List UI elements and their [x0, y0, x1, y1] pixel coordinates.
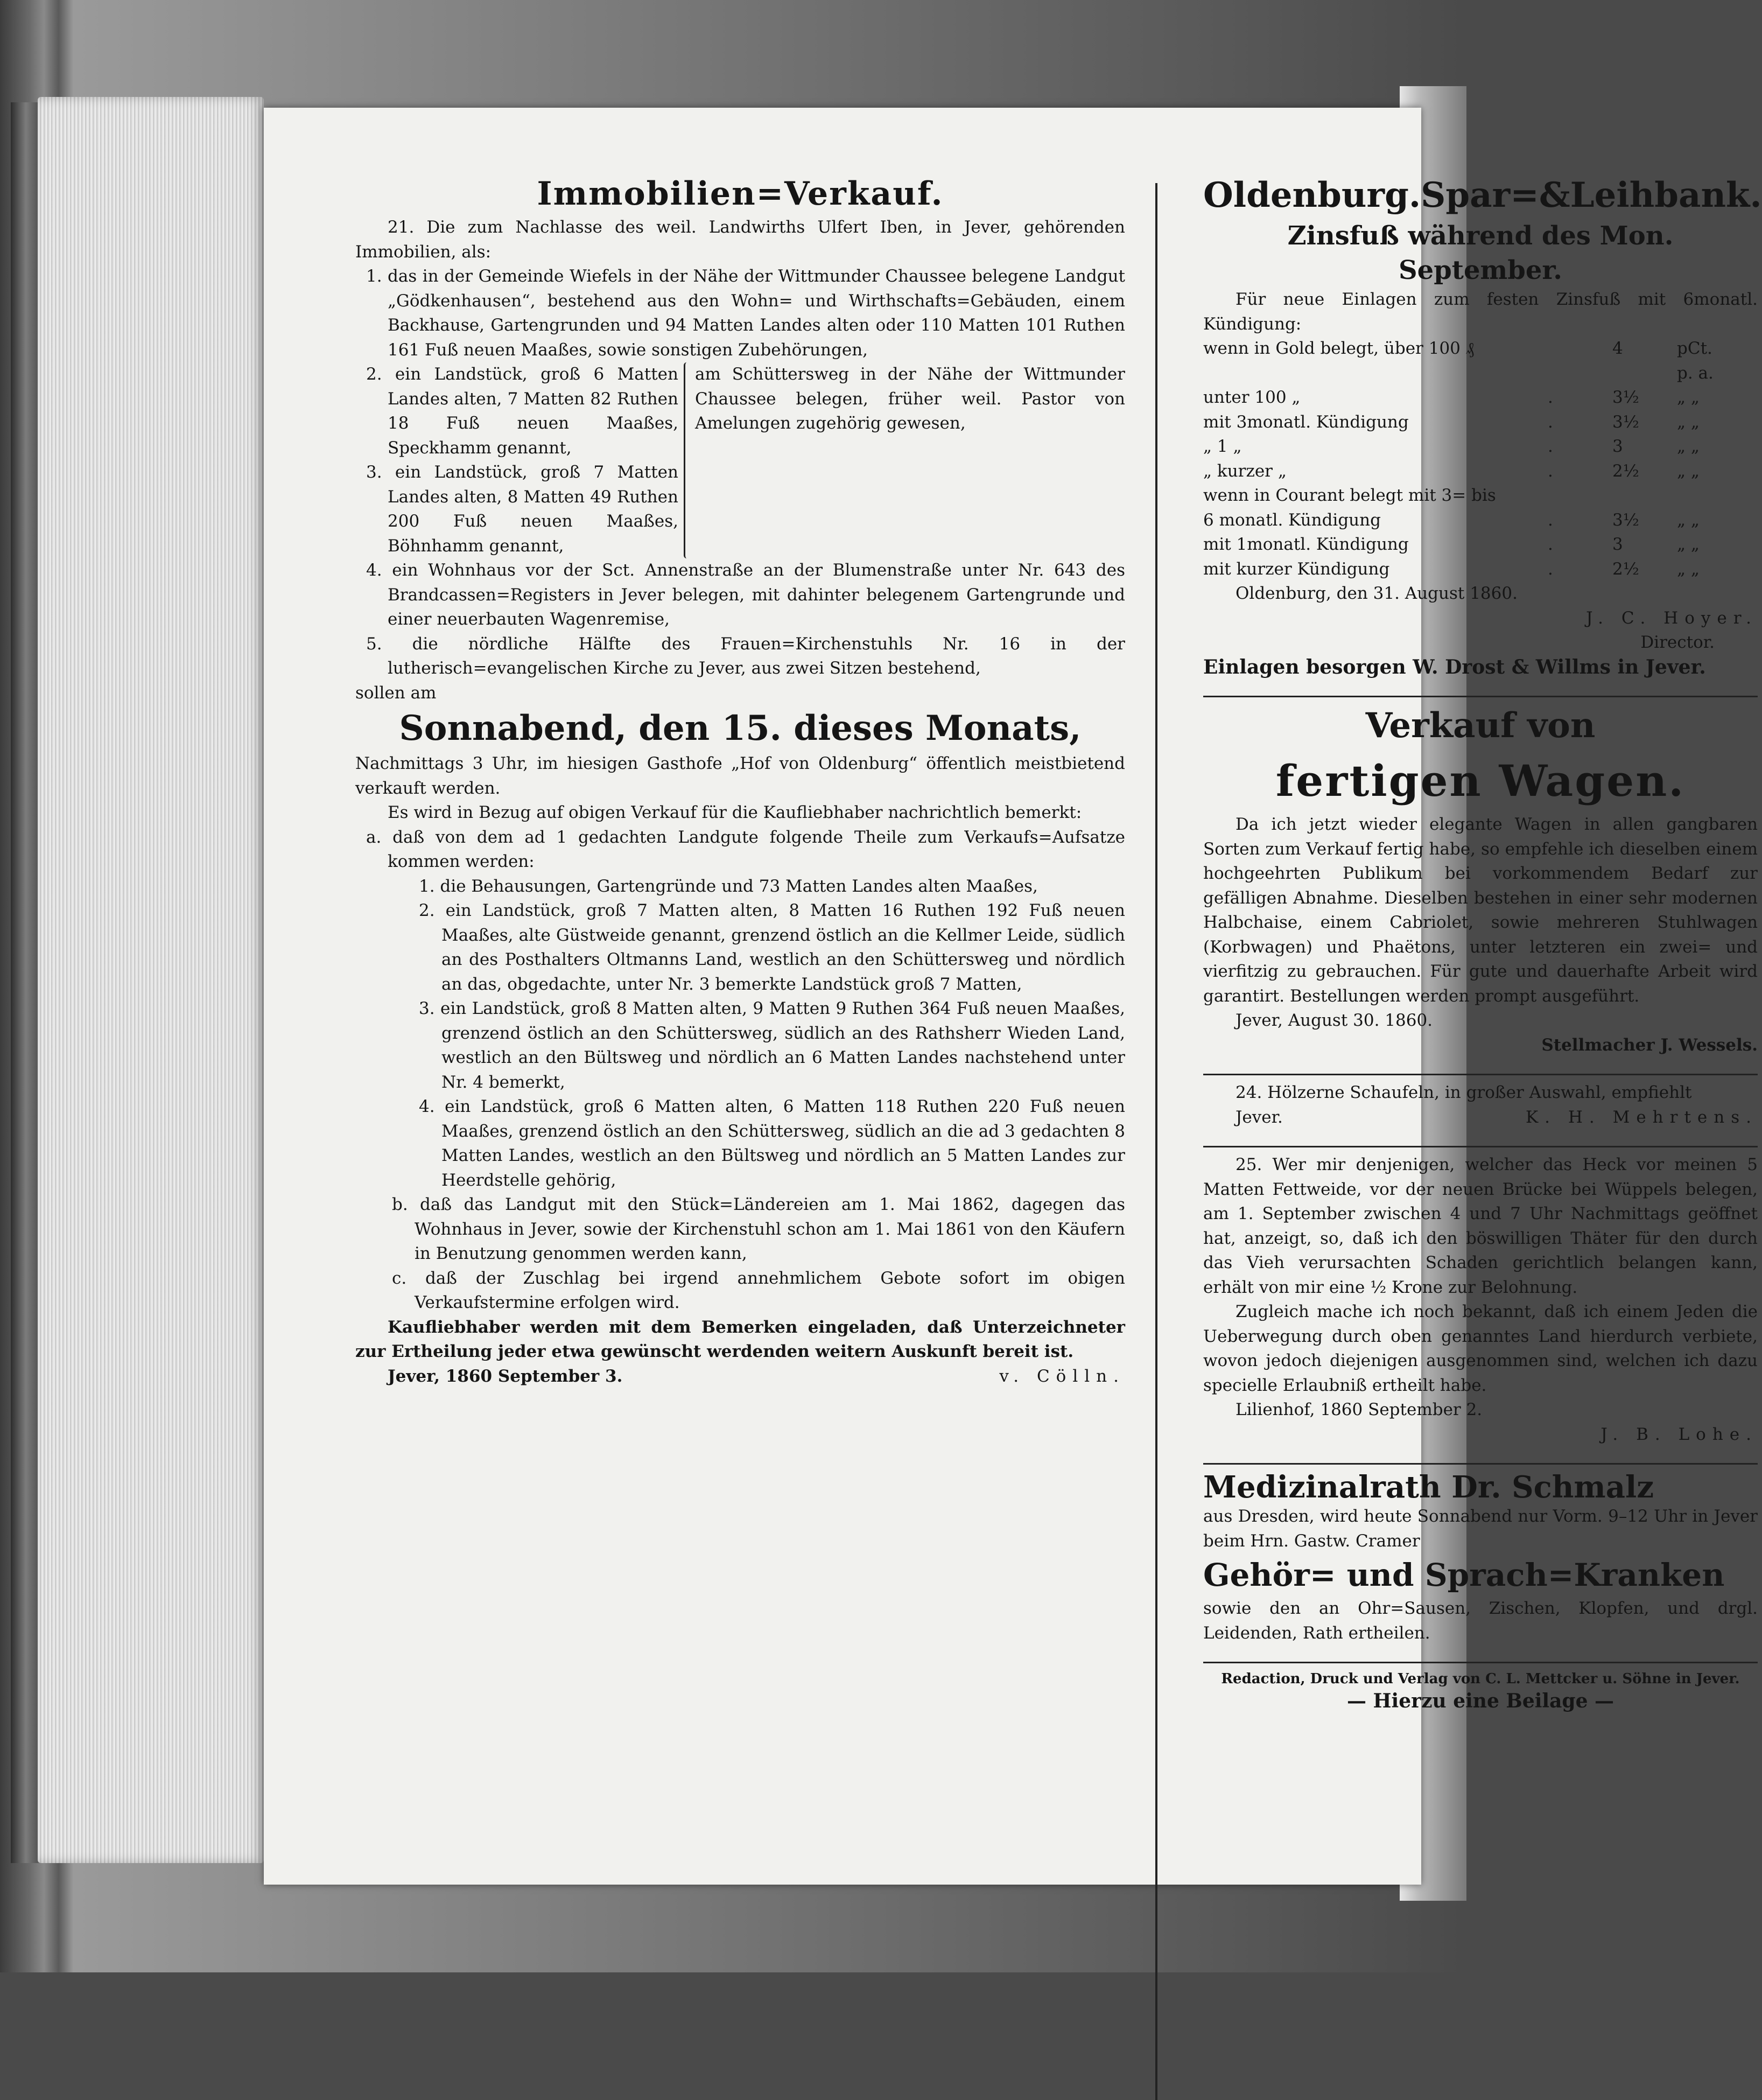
rate-label: mit kurzer Kündigung — [1203, 559, 1390, 579]
rate-unit: „ „ — [1677, 559, 1700, 579]
rate-dot: . — [1548, 535, 1553, 554]
immobilien-heading: Immobilien=Verkauf. — [537, 175, 944, 213]
rate-value: 2½ — [1612, 461, 1639, 481]
rate-value: 3 — [1612, 437, 1623, 456]
med-big: Gehör= und Sprach=Kranken — [1203, 1557, 1725, 1593]
rate-dot — [1548, 484, 1612, 508]
notice-24-place: Jever. — [1235, 1107, 1283, 1127]
intro-text: 21. Die zum Nachlasse des weil. Landwirths Ulfert Iben, in Jever, gehörenden Immobilien, als: — [355, 218, 1125, 262]
note-text: Es wird in Bezug auf obigen Verkauf für die Kaufliebhaber nachrichtlich bemerkt: — [388, 803, 1082, 822]
brace-group — [355, 362, 1125, 558]
beilage-note: — Hierzu eine Beilage — — [1346, 1690, 1614, 1712]
list-item: 2. ein Landstück, groß 6 Matten Landes alten, 7 Matten 82 Ruthen 18 Fuß neuen Maaßes, Speckhamm genannt, — [366, 365, 678, 458]
rate-label: mit 1monatl. Kündigung — [1203, 535, 1409, 554]
rate-value: 3 — [1612, 535, 1623, 554]
brace-text: am Schüttersweg in der Nähe der Wittmunder Chaussee belegen, früher weil. Pastor von Amelungen zugehörig gewesen, — [695, 365, 1125, 433]
notice-25-cont: Zugleich mache ich noch bekannt, daß ich einem Jeden die Ueberwegung durch oben genanntes Land hierdurch verbiete, wovon jedoch diejenigen ausgenommen sind, welchen ich dazu specielle Erlaubniß ertheilt habe. — [1203, 1302, 1758, 1395]
rate-dot: . — [1548, 437, 1553, 456]
rate-unit: „ „ — [1677, 388, 1700, 407]
bank-signer: J. C. Hoyer. — [1586, 608, 1758, 628]
wagen-text: Da ich jetzt wieder elegante Wagen in allen gangbaren Sorten zum Verkauf fertig habe, so empfehle ich dieselben einem hochgeehrten Publikum bei vorkommendem Bedarf zur gefälligen Abnahme. Dieselben bestehen in einer sehr modernen Halbchaise, einem Cabriolet, sowie mehreren Stuhlwagen (Korbwagen) und Phaëtons, unter letzteren ein zwei= und vierfitzig zu gebrauchen. Für gute und dauerhafte Arbeit wird garantirt. Bestellungen werden prompt ausgeführt. — [1203, 815, 1758, 1006]
divider — [1203, 1662, 1758, 1663]
rate-unit: „ „ — [1677, 510, 1700, 530]
rate-unit: pCt. p. a. — [1677, 339, 1714, 383]
verkauf-heading: Verkauf von — [1365, 705, 1596, 746]
wagen-signer: Stellmacher J. Wessels. — [1541, 1035, 1758, 1055]
med-title: Medizinalrath Dr. Schmalz — [1203, 1469, 1654, 1505]
rate-dot: . — [1548, 388, 1553, 407]
list-item: 2. ein Landstück, groß 7 Matten alten, 8 Matten 16 Ruthen 192 Fuß neuen Maaßes, alte Güstweide genannt, grenzend östlich an die Kellmer Leide, südlich an des Posthalters Oltmanns Land, westlich an den Schüttersweg und nördlich an das, obgedachte, unter Nr. 3 bemerkte Landstück groß 7 Matten, — [419, 901, 1125, 994]
rate-unit: „ „ — [1677, 412, 1700, 432]
list-item: 4. ein Wohnhaus vor der Sct. Annenstraße an der Blumenstraße unter Nr. 643 des Brandcassen=Registers in Jever belegen, mit dahinter belegenem Gartengrunde und einer neuerbauten Wagenremise, — [366, 561, 1125, 629]
rate-dot — [1548, 337, 1612, 386]
time-place-text: Nachmittags 3 Uhr, im hiesigen Gasthofe „Hof von Oldenburg“ öffentlich meistbietend verkauft werden. — [355, 754, 1125, 798]
notice-25-date: Lilienhof, 1860 September 2. — [1235, 1400, 1483, 1419]
notice-25: 25. Wer mir denjenigen, welcher das Heck vor meinen 5 Matten Fettweide, vor der neuen Brücke bei Wüppels belegen, am 1. September zwischen 4 und 7 Uhr Nachmittags geöffnet hat, anzeigt, so, daß ich den böswilligen Thäter für den durch das Vieh verursachten Schaden gerichtlich belangen kann, erhält von mir eine ½ Krone zur Belohnung. — [1203, 1155, 1758, 1297]
imprint: Redaction, Druck und Verlag von C. L. Mettcker u. Söhne in Jever. — [1221, 1671, 1740, 1687]
rate-label: unter 100 „ — [1203, 388, 1301, 407]
list-item: 5. die nördliche Hälfte des Frauen=Kirchenstuhls Nr. 16 in der lutherisch=evangelischen Kirche zu Jever, aus zwei Sitzen bestehend, — [366, 634, 1125, 678]
med-text: aus Dresden, wird heute Sonnabend nur Vorm. 9–12 Uhr in Jever beim Hrn. Gastw. Cramer — [1203, 1507, 1758, 1551]
rate-dot: . — [1548, 510, 1553, 530]
list-item: 4. ein Landstück, groß 6 Matten alten, 6 Matten 118 Ruthen 220 Fuß neuen Maaßes, grenzend östlich an den Schüttersweg, südlich an die ad 3 gedachten 8 Matten Landes, westlich an den Bültsweg und nördlich an 5 Matten Landes zur Heerdstelle gehörig, — [419, 1097, 1125, 1190]
list-item: 1. das in der Gemeinde Wiefels in der Nähe der Wittmunder Chaussee belegene Landgut „Gödkenhausen“, bestehend aus den Wohn= und Wirthschafts=Gebäuden, einem Backhause, Gartengrunden und 94 Matten Landes alten oder 110 Matten 101 Ruthen 161 Fuß neuen Maaßes, sowie sonstigen Zubehörungen, — [366, 267, 1125, 360]
rate-label: mit 3monatl. Kündigung — [1203, 412, 1409, 432]
rate-dot: . — [1548, 559, 1553, 579]
rate-unit: „ „ — [1677, 535, 1700, 554]
bank-intro: Für neue Einlagen zum festen Zinsfuß mit 6monatl. Kündigung: — [1203, 290, 1758, 334]
column-rule — [1155, 183, 1157, 2100]
rate-value — [1612, 484, 1677, 508]
list-item: 1. die Behausungen, Gartengründe und 73 Matten Landes alten Maaßes, — [419, 876, 1038, 896]
rates-table — [1203, 337, 1758, 582]
divider — [1203, 696, 1758, 697]
rate-label: 6 monatl. Kündigung — [1203, 510, 1381, 530]
newspaper-page — [264, 108, 1762, 1885]
rate-value: 3½ — [1612, 412, 1639, 432]
divider — [1203, 1146, 1758, 1147]
brace — [684, 362, 690, 558]
right-column — [1203, 172, 1762, 1714]
wagen-heading: fertigen Wagen. — [1275, 755, 1686, 806]
clause-b: b. daß das Landgut mit den Stück=Ländereien am 1. Mai 1862, dagegen das Wohnhaus in Jever, sowie der Kirchenstuhl schon am 1. Mai 1861 von den Käufern in Benutzung genommen werden kann, — [392, 1195, 1125, 1263]
divider — [1203, 1074, 1758, 1075]
med-tail: sowie den an Ohr=Sausen, Zischen, Klopfen, und drgl. Leidenden, Rath ertheilen. — [1203, 1599, 1758, 1643]
rate-value: 3½ — [1612, 388, 1639, 407]
list-item: 3. ein Landstück, groß 8 Matten alten, 9 Matten 9 Ruthen 364 Fuß neuen Maaßes, grenzend östlich an den Schüttersweg, südlich an des Rathsherr Wieden Land, westlich an den Bültsweg und nördlich an 6 Matten Landes nachstehend unter Nr. 4 bemerkt, — [419, 999, 1125, 1092]
notice-24-signer: K. H. Mehrtens. — [1525, 1107, 1758, 1127]
bank-role: Director. — [1640, 633, 1715, 652]
signature: v. Cölln. — [999, 1366, 1125, 1386]
notice-24: 24. Hölzerne Schaufeln, in großer Auswahl, empfiehlt — [1235, 1083, 1692, 1102]
rate-dot: . — [1548, 412, 1553, 432]
sollen-text: sollen am — [355, 683, 437, 703]
rate-unit — [1677, 484, 1725, 508]
rate-label: „ 1 „ — [1203, 437, 1242, 456]
place-date: Jever, 1860 September 3. — [388, 1366, 623, 1386]
bank-subtitle: Zinsfuß während des Mon. September. — [1287, 221, 1674, 285]
clause-a: a. daß von dem ad 1 gedachten Landgute folgende Theile zum Verkaufs=Aufsatze kommen werden: — [366, 827, 1125, 871]
divider — [1203, 1463, 1758, 1465]
rate-value: 3½ — [1612, 510, 1639, 530]
clause-c: c. daß der Zuschlag bei irgend annehmlichem Gebote sofort im obigen Verkaufstermine erfolgen wird. — [392, 1268, 1125, 1312]
auction-date-heading: Sonnabend, den 15. dieses Monats, — [399, 708, 1082, 748]
rate-dot: . — [1548, 461, 1553, 481]
page-stack — [38, 97, 264, 1863]
bank-title: Oldenburg.Spar=&Leihbank. — [1203, 175, 1762, 215]
notice-25-signer: J. B. Lohe. — [1600, 1424, 1758, 1444]
einlagen-note: Einlagen besorgen W. Drost & Willms in Jever. — [1203, 655, 1706, 678]
rate-value: 2½ — [1612, 559, 1639, 579]
bank-date: Oldenburg, den 31. August 1860. — [1235, 584, 1518, 603]
rate-unit: „ „ — [1677, 437, 1700, 456]
rate-label: wenn in Gold belegt, über 100 ₰ — [1203, 339, 1475, 358]
left-column — [355, 172, 1125, 1389]
rate-label: wenn in Courant belegt mit 3= bis — [1203, 486, 1496, 505]
closing-text: Kaufliebhaber werden mit dem Bemerken eingeladen, daß Unterzeichneter zur Ertheilung jeder etwa gewünscht werdenden weitern Auskunft bereit ist. — [355, 1317, 1125, 1361]
rate-value: 4 — [1612, 339, 1623, 358]
list-item: 3. ein Landstück, groß 7 Matten Landes alten, 8 Matten 49 Ruthen 200 Fuß neuen Maaßes, Böhnhamm genannt, — [366, 463, 678, 556]
wagen-date: Jever, August 30. 1860. — [1235, 1011, 1433, 1030]
rate-unit: „ „ — [1677, 461, 1700, 481]
rate-label: „ kurzer „ — [1203, 461, 1287, 481]
